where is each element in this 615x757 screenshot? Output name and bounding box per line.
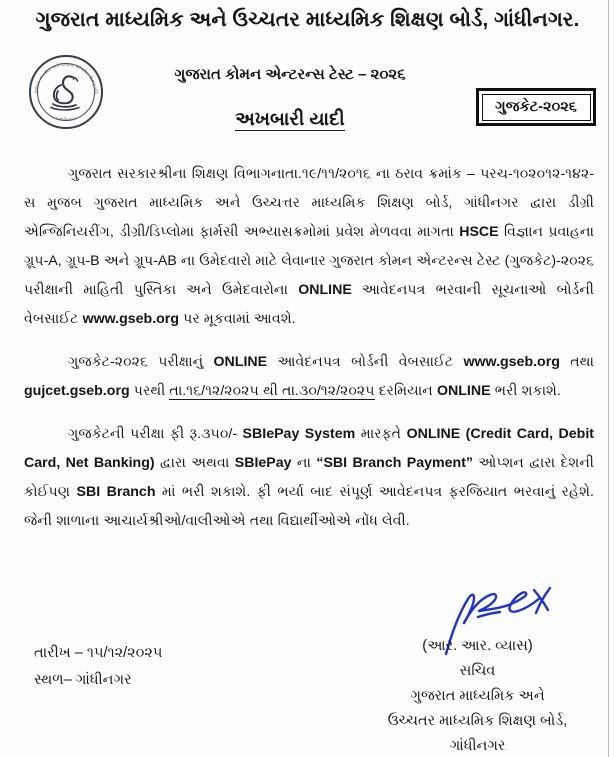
body-text: તથા bbox=[559, 354, 595, 370]
emphasis-text: ONLINE bbox=[298, 282, 352, 298]
exam-subtitle: ગુજરાત કોમન એન્ટરન્સ ટેસ્ટ – ૨૦૨૬ bbox=[174, 66, 406, 83]
para-resolution bbox=[24, 160, 594, 334]
signatory-name: (આર. આર. વ્યાસ) bbox=[422, 638, 533, 654]
emphasis-text: ONLINE (Credit Card, Debit Card, Net Banking) bbox=[24, 426, 594, 471]
board-emblem-logo bbox=[29, 55, 103, 129]
body-text: ભરી શકાશે. bbox=[490, 383, 561, 399]
emphasis-text: SBIePay bbox=[234, 455, 292, 471]
scan-artifact-line bbox=[608, 0, 609, 757]
body-text: ગુજરાત સરકારશ્રીના શિક્ષણ વિભાગનાતા.૧૯/૧૧/૨૦૧૬ ના ઠરાવ ક્રમાંક – પરચ-૧૦૨૦૧૨-૧૪૨-સ મુજબ ગુજરાત માધ્યમિક અને ઉચ્ચત્તર માધ્યમિક શિક્ષણ બોર્ડ, ગાંધીનગર દ્વારા ડીગ્રી એન્જિનિયરીંગ, ડીગ્રી/ડિપ્લોમા ફાર્મસી અભ્યાસક્રમોમાં પ્રવેશ મેળવવા માગતા bbox=[24, 166, 594, 240]
emphasis-text: www.gseb.org bbox=[463, 354, 560, 370]
emphasis-text: SBI Branch bbox=[76, 484, 156, 500]
signatory-role: સચિવ bbox=[459, 663, 496, 679]
emphasis-text: ONLINE bbox=[436, 383, 491, 399]
emphasis-text: www.gseb.org bbox=[82, 311, 179, 327]
exam-name-badge-label: ગુજકેટ-૨૦૨૬ bbox=[482, 94, 591, 121]
para-fee bbox=[24, 420, 594, 536]
svg-text:• ગાંધીનગર •: • ગાંધીનગર • bbox=[55, 115, 77, 123]
body-text: વિજ્ઞાન પ્રવાહના ગ્રૂપ-A, ગ્રૂપ-B અને ગ્રૂપ-AB ના ઉમેદવારો માટે લેવાનાર ગુજરાત કોમન એન્ટરન્સ ટેસ્ટ (ગુજકેટ)-૨૦૨૬ પરીક્ષાની માહિતી પુસ્તિકા અને ઉમેદવારોના bbox=[24, 224, 595, 298]
emphasis-text: ONLINE bbox=[213, 354, 268, 370]
body-text: ઓપ્શન દ્વારા દેશની કોઈપણ bbox=[24, 455, 594, 500]
date-line: તારીખ – ૧૫/૧૨/૨૦૨૫ bbox=[34, 645, 163, 661]
underlined-text: તા.૧૬/૧૨/૨૦૨૫ થી તા.૩૦/૧૨/૨૦૨૫ bbox=[169, 383, 375, 399]
press-note-heading bbox=[120, 108, 460, 130]
page-title: ગુજરાત માધ્યમિક અને ઉચ્ચતર માધ્યમિક શિક્ષણ બોર્ડ, ગાંધીનગર. bbox=[35, 8, 580, 31]
body-text: ગુજકેટની પરીક્ષા ફી રૂ.૩૫૦/- bbox=[68, 426, 243, 442]
body-text: આવેદનપત્ર ભરવાની સૂચનાઓ બોર્ડની વેબસાઈટ bbox=[24, 282, 594, 327]
body-text: ના bbox=[291, 455, 317, 471]
body-text: માં ભરી શકાશે. ફી ભર્યા બાદ સંપૂર્ણ આવેદનપત્ર ફરજિયાત ભરવાનું રહેશે. જેની શાળાના આચાર્યશ્રીઓ/વાલીઓએ તથા વિદ્યાર્થીઓએ નોંધ લેવી. bbox=[24, 484, 594, 529]
emphasis-text: gujcet.gseb.org bbox=[24, 383, 130, 399]
signature-block bbox=[360, 590, 595, 757]
signatory-org-line-3: ગાંધીનગર bbox=[449, 738, 506, 754]
svg-text:ગુજરાત માધ્યમિક અને ઉચ્ચતર માધ: ગુજરાત માધ્યમિક અને ઉચ્ચતર માધ્યમિક શિક્ષણ બોર્ડ bbox=[32, 61, 99, 95]
body-text: દ્વારા અથવા bbox=[154, 455, 235, 471]
signatory-org-line-2: ઉચ્ચતર માધ્યમિક શિક્ષણ બોર્ડ, bbox=[387, 713, 568, 729]
body-text: ગુજકેટ-૨૦૨૬ પરીક્ષાનું bbox=[68, 354, 214, 370]
signatory-org-line-1: ગુજરાત માધ્યમિક અને bbox=[410, 688, 545, 704]
emphasis-text: “SBI Branch Payment” bbox=[316, 455, 474, 471]
press-note-heading-text: અખબારી યાદી bbox=[235, 108, 345, 129]
emphasis-text: SBIePay System bbox=[242, 426, 356, 442]
notice-body bbox=[24, 160, 594, 550]
date-place-block bbox=[34, 640, 162, 694]
body-text: આવેદનપત્ર બોર્ડની વેબસાઈટ bbox=[267, 354, 464, 370]
emphasis-text: HSCE bbox=[459, 224, 499, 240]
body-text: દરમિયાન bbox=[374, 383, 437, 399]
body-text: પર મૂકવામાં આવશે. bbox=[179, 311, 296, 327]
para-online-form bbox=[24, 348, 594, 406]
body-text: પરથી bbox=[129, 383, 170, 399]
body-text: મારફતે bbox=[355, 426, 407, 442]
place-line: સ્થળ– ગાંધીનગર bbox=[34, 672, 132, 688]
exam-name-badge bbox=[476, 88, 596, 126]
swan-icon bbox=[42, 68, 90, 116]
